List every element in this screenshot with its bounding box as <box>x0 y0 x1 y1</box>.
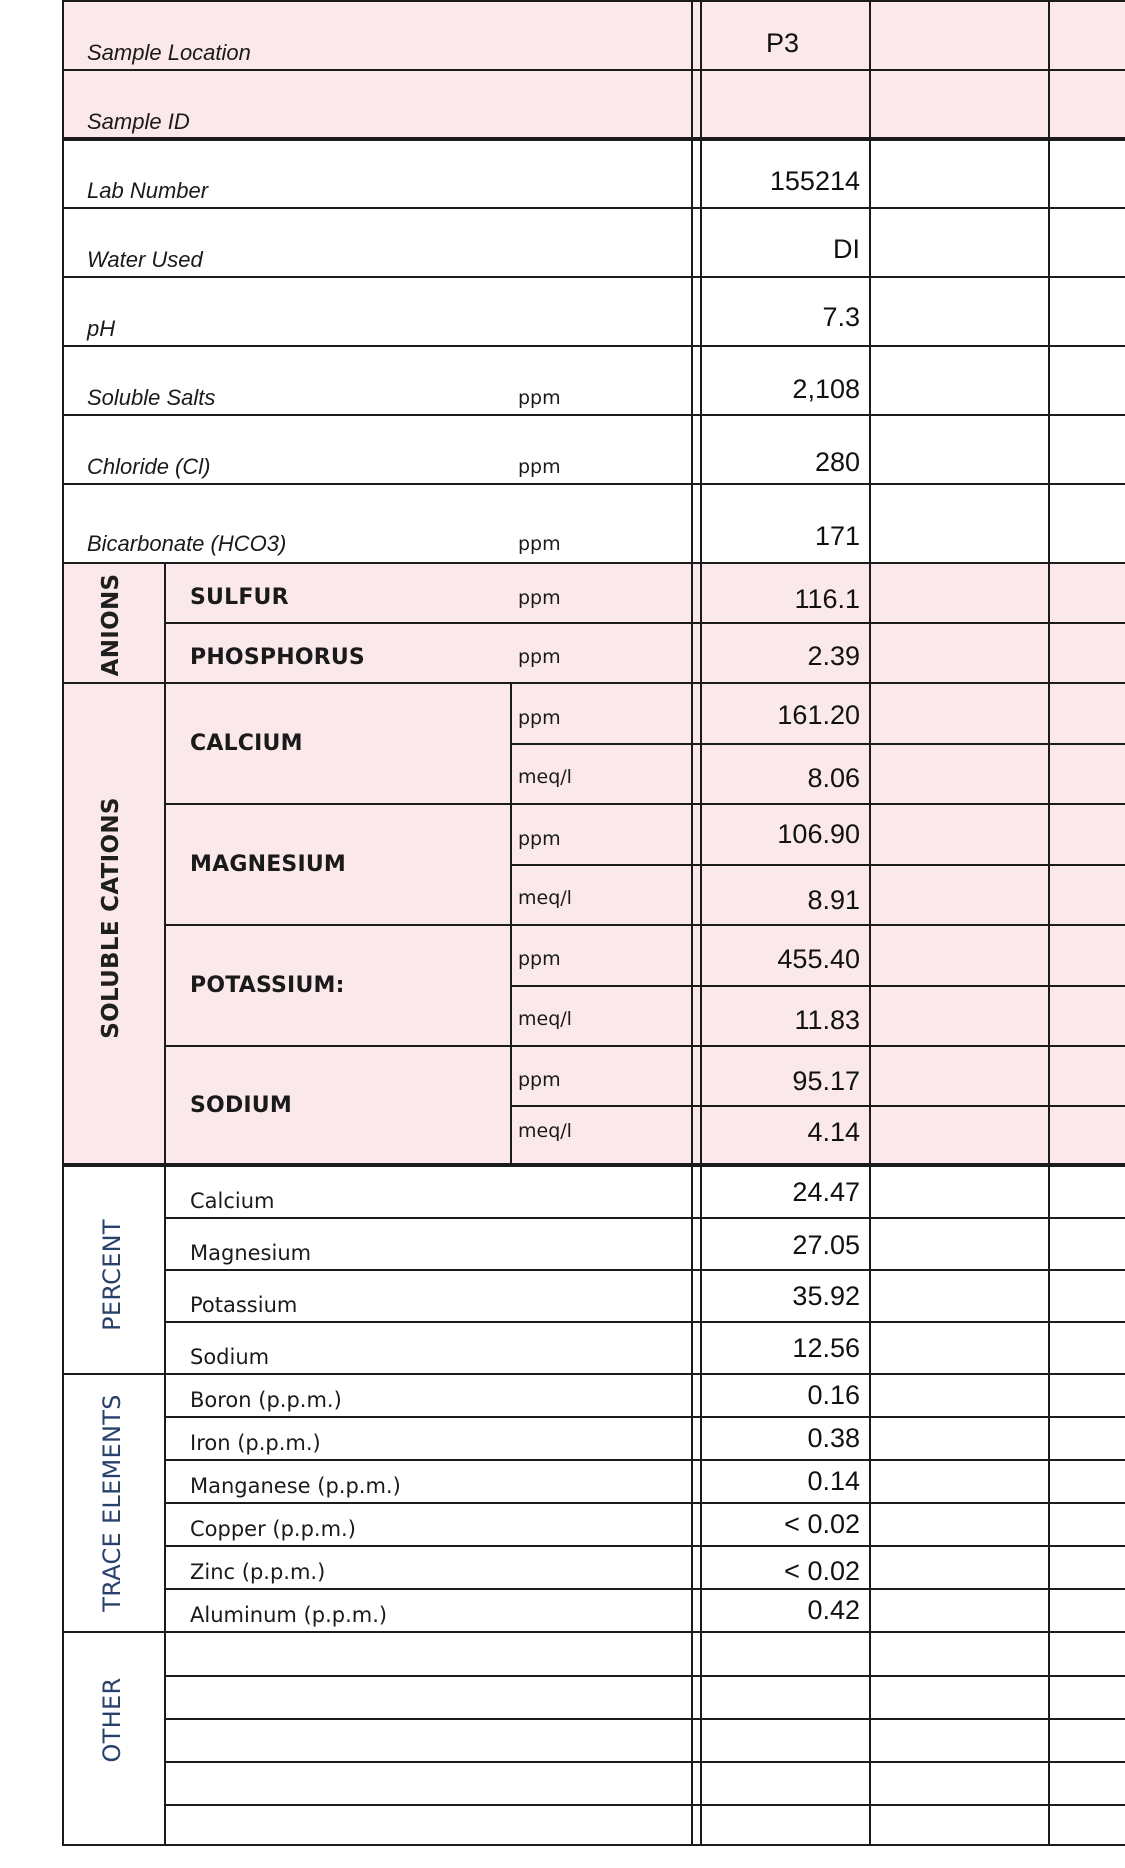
soluble-salts-value: 2,108 <box>792 374 860 404</box>
grid-row-sep <box>510 743 1125 745</box>
calcium-meq-value: 8.06 <box>807 763 860 793</box>
grid-row-sep <box>510 864 1125 866</box>
grid-row-sep <box>164 1804 1125 1806</box>
magnesium-ppm-unit: ppm <box>518 828 561 850</box>
iron-value: 0.38 <box>807 1423 860 1453</box>
ph-value: 7.3 <box>822 302 860 332</box>
percent-potassium-value: 35.92 <box>792 1281 860 1311</box>
grid-row-sep <box>164 1045 1125 1047</box>
grid-row-sep <box>164 1416 1125 1418</box>
calcium-label: CALCIUM <box>190 731 303 756</box>
potassium-ppm-value: 455.40 <box>777 944 860 974</box>
grid-row-sep <box>62 682 1125 684</box>
sulfur-unit: ppm <box>518 587 561 609</box>
magnesium-meq-unit: meq/l <box>518 887 572 909</box>
grid-row-sep <box>164 1718 1125 1720</box>
grid-row-sep <box>62 414 1125 416</box>
grid-row-sep <box>164 1675 1125 1677</box>
aluminum-label: Aluminum (p.p.m.) <box>190 1603 388 1627</box>
magnesium-label: MAGNESIUM <box>190 852 347 877</box>
manganese-value: 0.14 <box>807 1466 860 1496</box>
grid-row-sep <box>164 1459 1125 1461</box>
anions-section-label: ANIONS <box>98 573 124 677</box>
lab-number-label: Lab Number <box>87 178 209 203</box>
bicarbonate-value: 171 <box>814 521 860 551</box>
potassium-ppm-unit: ppm <box>518 948 561 970</box>
sodium-meq-value: 4.14 <box>807 1117 860 1147</box>
iron-label: Iron (p.p.m.) <box>190 1431 321 1455</box>
potassium-meq-value: 11.83 <box>794 1005 860 1035</box>
grid-row-sep <box>164 1321 1125 1323</box>
calcium-meq-unit: meq/l <box>518 766 572 788</box>
grid-row-sep <box>164 1502 1125 1504</box>
percent-sodium-value: 12.56 <box>792 1333 860 1363</box>
percent-potassium-label: Potassium <box>190 1293 298 1317</box>
grid-row-sep <box>62 1631 1125 1633</box>
copper-value: < 0.02 <box>784 1509 860 1539</box>
zinc-label: Zinc (p.p.m.) <box>190 1560 326 1584</box>
percent-calcium-label: Calcium <box>190 1189 275 1213</box>
ph-label: pH <box>87 316 116 341</box>
grid-row-sep <box>62 207 1125 209</box>
grid-row-sep <box>62 345 1125 347</box>
chloride-label: Chloride (Cl) <box>87 454 211 479</box>
water-used-value: DI <box>833 234 860 264</box>
soluble-salts-label: Soluble Salts <box>87 385 216 410</box>
sample-location-label: Sample Location <box>87 40 251 65</box>
grid-row-sep <box>62 1163 1125 1167</box>
grid-row-sep <box>164 924 1125 926</box>
sulfur-label: SULFUR <box>190 585 289 610</box>
zinc-value: < 0.02 <box>784 1556 860 1586</box>
boron-label: Boron (p.p.m.) <box>190 1388 342 1412</box>
sodium-label: SODIUM <box>190 1093 292 1118</box>
grid-row-sep <box>62 137 1125 141</box>
soluble-salts-unit: ppm <box>518 387 561 409</box>
magnesium-meq-value: 8.91 <box>807 885 860 915</box>
lab-number-value: 155214 <box>769 166 860 196</box>
header-pink-band <box>64 2 1125 140</box>
percent-calcium-value: 24.47 <box>792 1177 860 1207</box>
chloride-value: 280 <box>814 447 860 477</box>
soluble-cations-section-label: SOLUBLE CATIONS <box>98 797 124 1039</box>
potassium-label: POTASSIUM: <box>190 973 345 998</box>
grid-row-sep <box>510 1105 1125 1107</box>
grid-section-divider <box>164 562 166 1846</box>
copper-label: Copper (p.p.m.) <box>190 1517 356 1541</box>
grid-row-sep <box>62 562 1125 564</box>
grid-row-sep <box>164 803 1125 805</box>
sample-id-label: Sample ID <box>87 109 190 134</box>
sodium-ppm-value: 95.17 <box>792 1066 860 1096</box>
grid-row-sep <box>62 483 1125 485</box>
percent-sodium-label: Sodium <box>190 1345 270 1369</box>
grid-row-sep <box>510 985 1125 987</box>
aluminum-value: 0.42 <box>807 1595 860 1625</box>
water-used-label: Water Used <box>87 247 203 272</box>
sodium-ppm-unit: ppm <box>518 1069 561 1091</box>
bicarbonate-unit: ppm <box>518 533 561 555</box>
grid-row-sep <box>164 1588 1125 1590</box>
sulfur-value: 116.1 <box>794 584 860 614</box>
grid-row-sep <box>164 622 1125 624</box>
percent-magnesium-label: Magnesium <box>190 1241 312 1265</box>
trace-elements-section-label: TRACE ELEMENTS <box>98 1394 126 1612</box>
grid-top-border <box>62 0 1125 2</box>
chloride-unit: ppm <box>518 456 561 478</box>
boron-value: 0.16 <box>807 1380 860 1410</box>
grid-row-sep <box>164 1761 1125 1763</box>
sample-location-value: P3 <box>765 28 800 58</box>
phosphorus-label: PHOSPHORUS <box>190 645 365 670</box>
percent-section-label: PERCENT <box>98 1219 126 1331</box>
phosphorus-value: 2.39 <box>807 641 860 671</box>
bicarbonate-label: Bicarbonate (HCO3) <box>87 531 287 556</box>
grid-row-sep <box>164 1217 1125 1219</box>
grid-row-sep <box>62 1373 1125 1375</box>
grid-row-sep <box>62 69 1125 71</box>
grid-bottom-border <box>62 1844 1125 1846</box>
calcium-ppm-unit: ppm <box>518 707 561 729</box>
magnesium-ppm-value: 106.90 <box>777 819 860 849</box>
calcium-ppm-value: 161.20 <box>777 700 860 730</box>
percent-magnesium-value: 27.05 <box>792 1230 860 1260</box>
other-section-label: OTHER <box>98 1677 126 1763</box>
manganese-label: Manganese (p.p.m.) <box>190 1474 401 1498</box>
potassium-meq-unit: meq/l <box>518 1008 572 1030</box>
grid-row-sep <box>62 276 1125 278</box>
grid-row-sep <box>164 1269 1125 1271</box>
grid-row-sep <box>164 1545 1125 1547</box>
phosphorus-unit: ppm <box>518 646 561 668</box>
sodium-meq-unit: meq/l <box>518 1120 572 1142</box>
